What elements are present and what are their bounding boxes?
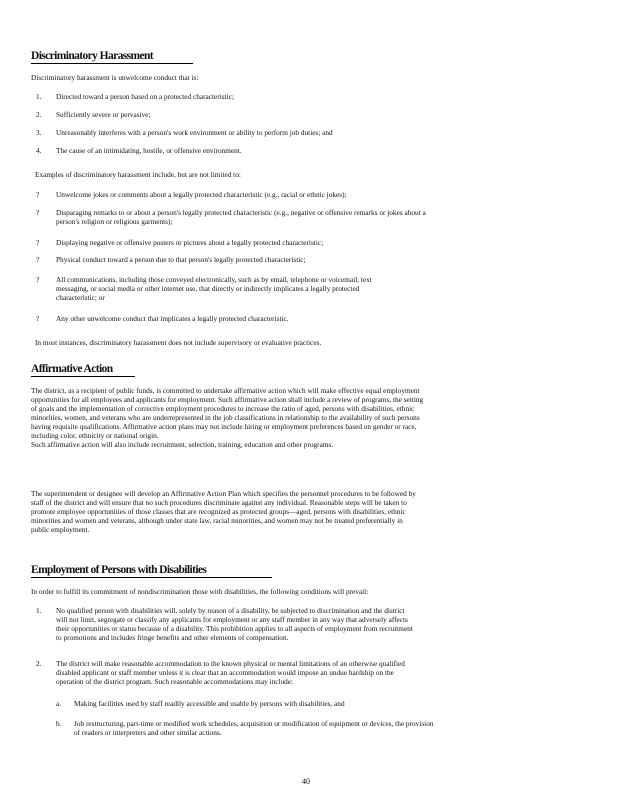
list-item: The district will make reasonable accommodation to the known physical or mental limitations of an otherwise qualified [56,659,405,668]
bullet-item-continued: messaging, or social media or other internet use, that directly or indirectly implicates a legally protected [56,284,360,293]
list-number: 4. [36,146,42,155]
bullet-item: Displaying negative or offensive posters or pictures about a legally protected characteristic; [56,238,324,247]
list-number: 1. [36,606,42,615]
list-number: 2. [36,659,42,668]
list-number: 2. [36,110,42,119]
list-item-continued: operation of the district program. Such reasonable accommodations may include: [56,677,294,686]
list-item-continued: their opportunities or status because of a disability. This prohibition applies to all aspects of employment from recruitment [56,624,413,633]
list-item-continued: to promotions and includes fringe benefits and other elements of compensation. [56,633,289,642]
paragraph-line: opportunities for all employees and applicants for employment. Such affirmative action shall include a review of programs, the setting [31,395,424,404]
list-item: Sufficiently severe or pervasive; [56,110,151,119]
page-number: 40 [302,777,310,786]
examples-intro: Examples of discriminatory harassment include, but are not limited to: [35,170,241,179]
paragraph-line: staff of the district and will ensure that no such procedures discriminate against any individual. Reasonable steps will be taken to [31,498,407,507]
list-item: No qualified person with disabilities will, solely by reason of a disability, be subjected to discrimination and the district [56,606,405,615]
list-number: 3. [36,128,42,137]
sublist-letter: b. [56,719,62,728]
section-heading-employment-disabilities: Employment of Persons with Disabilities [31,564,272,578]
list-item: The cause of an intimidating, hostile, or offensive environment. [56,146,242,155]
bullet-item-continued: person's religion or religious garments); [56,217,173,226]
bullet-item: Physical conduct toward a person due to that person's legally protected characteristic; [56,255,306,264]
sublist-letter: a. [56,699,62,708]
bullet-marker: ? [36,314,40,323]
bullet-marker: ? [36,238,40,247]
list-item: Unreasonably interferes with a person's work environment or ability to perform job duties; and [56,128,333,137]
list-item-continued: will not limit, segregate or classify any applicants for employment or any staff member in any way that adversely affects [56,615,408,624]
paragraph-line: minorities, women, and veterans who are underrepresented in the job classifications in relationship to the availability of such persons [31,413,420,422]
bullet-marker: ? [36,190,40,199]
section-heading-discriminatory-harassment: Discriminatory Harassment [31,50,193,64]
paragraph-line: promote employee opportunities of those classes that are recognized as protected groups—aged, persons with disabilities, ethnic [31,507,406,516]
paragraph-line: including color, ethnicity or national origin. [31,431,159,440]
bullet-item-continued: characteristic; or [56,293,105,302]
bullet-item: All communications, including those conveyed electronically, such as by email, telephone or voicemail, text [56,275,372,284]
paragraph-line: The superintendent or designee will develop an Affirmative Action Plan which specifies the personnel procedures to be followed by [31,489,416,498]
paragraph-line: Such affirmative action will also include recruitment, selection, training, education and other programs. [31,440,334,449]
section-intro: In order to fulfill its commitment of nondiscrimination those with disabilities, the following conditions will prevail: [31,587,369,596]
sublist-item-continued: of readers or interpreters and other similar actions. [74,728,222,737]
paragraph-line: minorities and women and veterans, although under state law, racial minorities, and women may not be treated preferentially in [31,516,403,525]
paragraph-line: having requisite qualifications. Affirmative action plans may not include hiring or employment preferences based on gender or race, [31,422,417,431]
paragraph-line: public employment. [31,525,90,534]
paragraph-line: The district, as a recipient of public funds, is committed to undertake affirmative action which will make effective equal employment [31,386,420,395]
sublist-item: Job restructuring, part-time or modified work schedules, acquisition or modification of equipment or devices, the provision [74,719,434,728]
section-heading-affirmative-action: Affirmative Action [31,363,135,377]
bullet-item: Any other unwelcome conduct that implicates a legally protected characteristic. [56,314,289,323]
list-item-continued: disabled applicant or staff member unless it is clear that an accommodation would impose an undue hardship on the [56,668,394,677]
bullet-marker: ? [36,208,40,217]
bullet-item: Unwelcome jokes or comments about a legally protected characteristic (e.g., racial or ethnic jokes); [56,190,347,199]
list-number: 1. [36,92,42,101]
section-closing: In most instances, discriminatory harassment does not include supervisory or evaluative practices. [35,338,322,347]
sublist-item: Making facilities used by staff readily accessible and usable by persons with disabilities, and [74,699,345,708]
bullet-marker: ? [36,275,40,284]
bullet-marker: ? [36,255,40,264]
paragraph-line: of goals and the implementation of corrective employment procedures to increase the ratio of aged, persons with disabilities, ethnic [31,404,415,413]
list-item: Directed toward a person based on a protected characteristic; [56,92,234,101]
bullet-item: Disparaging remarks to or about a person's legally protected characteristic (e.g., negative or offensive remarks or jokes about a [56,208,426,217]
section-intro: Discriminatory harassment is unwelcome conduct that is: [31,73,199,82]
